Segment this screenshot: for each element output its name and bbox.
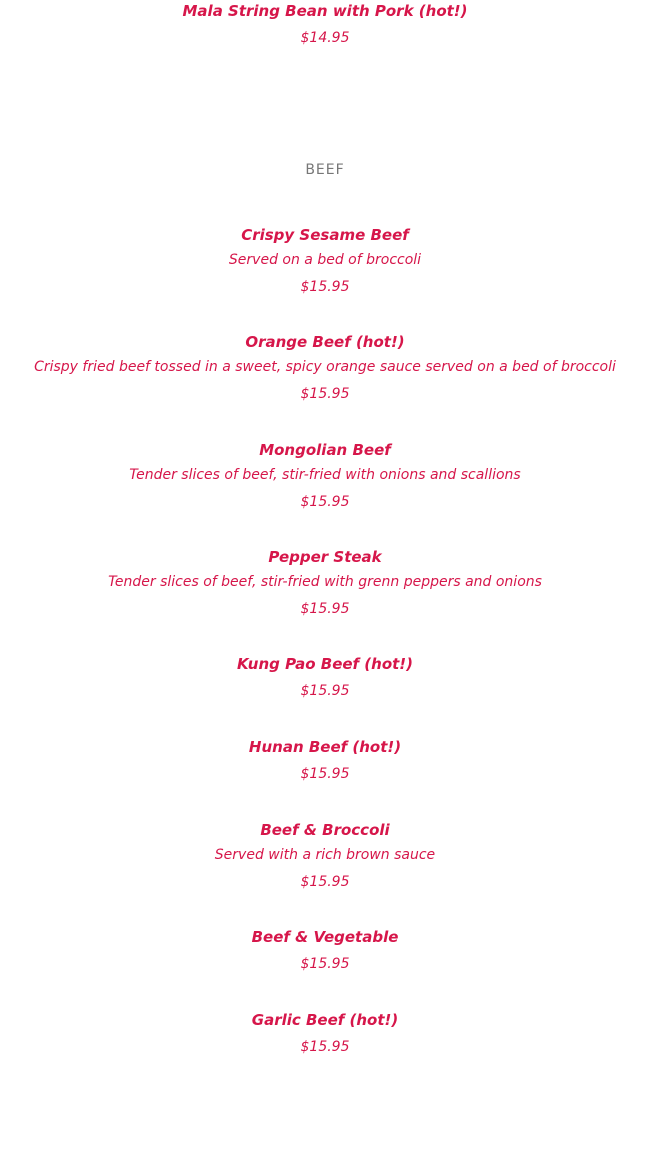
item-price: $15.95 (300, 766, 350, 782)
item-price: $14.95 (300, 30, 350, 46)
item-name: Pepper Steak (268, 548, 382, 566)
item-name: Mala String Bean with Pork (hot!) (182, 2, 468, 20)
item-price: $15.95 (300, 683, 350, 699)
item-name: Mongolian Beef (259, 441, 391, 459)
item-description: Served on a bed of broccoli (228, 252, 422, 268)
menu-item-beef-broccoli (0, 820, 650, 892)
item-price: $15.95 (300, 494, 350, 510)
menu-item-hunan-beef (0, 737, 650, 784)
item-name: Beef & Vegetable (251, 928, 399, 946)
item-price: $15.95 (300, 956, 350, 972)
menu-item-crispy-sesame-beef (0, 225, 650, 297)
item-description: Tender slices of beef, stir-fried with onions and scallions (129, 467, 521, 483)
menu-item-beef-vegetable (0, 927, 650, 974)
item-price: $15.95 (300, 601, 350, 617)
item-description: Crispy fried beef tossed in a sweet, spicy orange sauce served on a bed of broccoli (34, 359, 616, 375)
item-name: Garlic Beef (hot!) (251, 1011, 399, 1029)
menu-item-mongolian-beef (0, 440, 650, 512)
item-description: Served with a rich brown sauce (214, 847, 436, 863)
menu-item-kung-pao-beef (0, 654, 650, 701)
item-name: Crispy Sesame Beef (241, 226, 409, 244)
item-name: Orange Beef (hot!) (245, 333, 405, 351)
item-name: Hunan Beef (hot!) (248, 738, 402, 756)
item-price: $15.95 (300, 279, 350, 295)
item-price: $15.95 (300, 874, 350, 890)
item-name: Beef & Broccoli (260, 821, 390, 839)
item-name: Kung Pao Beef (hot!) (236, 655, 414, 673)
section-title-beef: BEEF (305, 162, 345, 178)
menu-item-pepper-steak (0, 547, 650, 619)
menu-item-orange-beef (0, 332, 650, 404)
menu-item-mala-string-bean-pork (0, 1, 650, 48)
menu-item-garlic-beef (0, 1010, 650, 1057)
item-description: Tender slices of beef, stir-fried with grenn peppers and onions (108, 574, 542, 590)
item-price: $15.95 (300, 386, 350, 402)
item-price: $15.95 (300, 1039, 350, 1055)
